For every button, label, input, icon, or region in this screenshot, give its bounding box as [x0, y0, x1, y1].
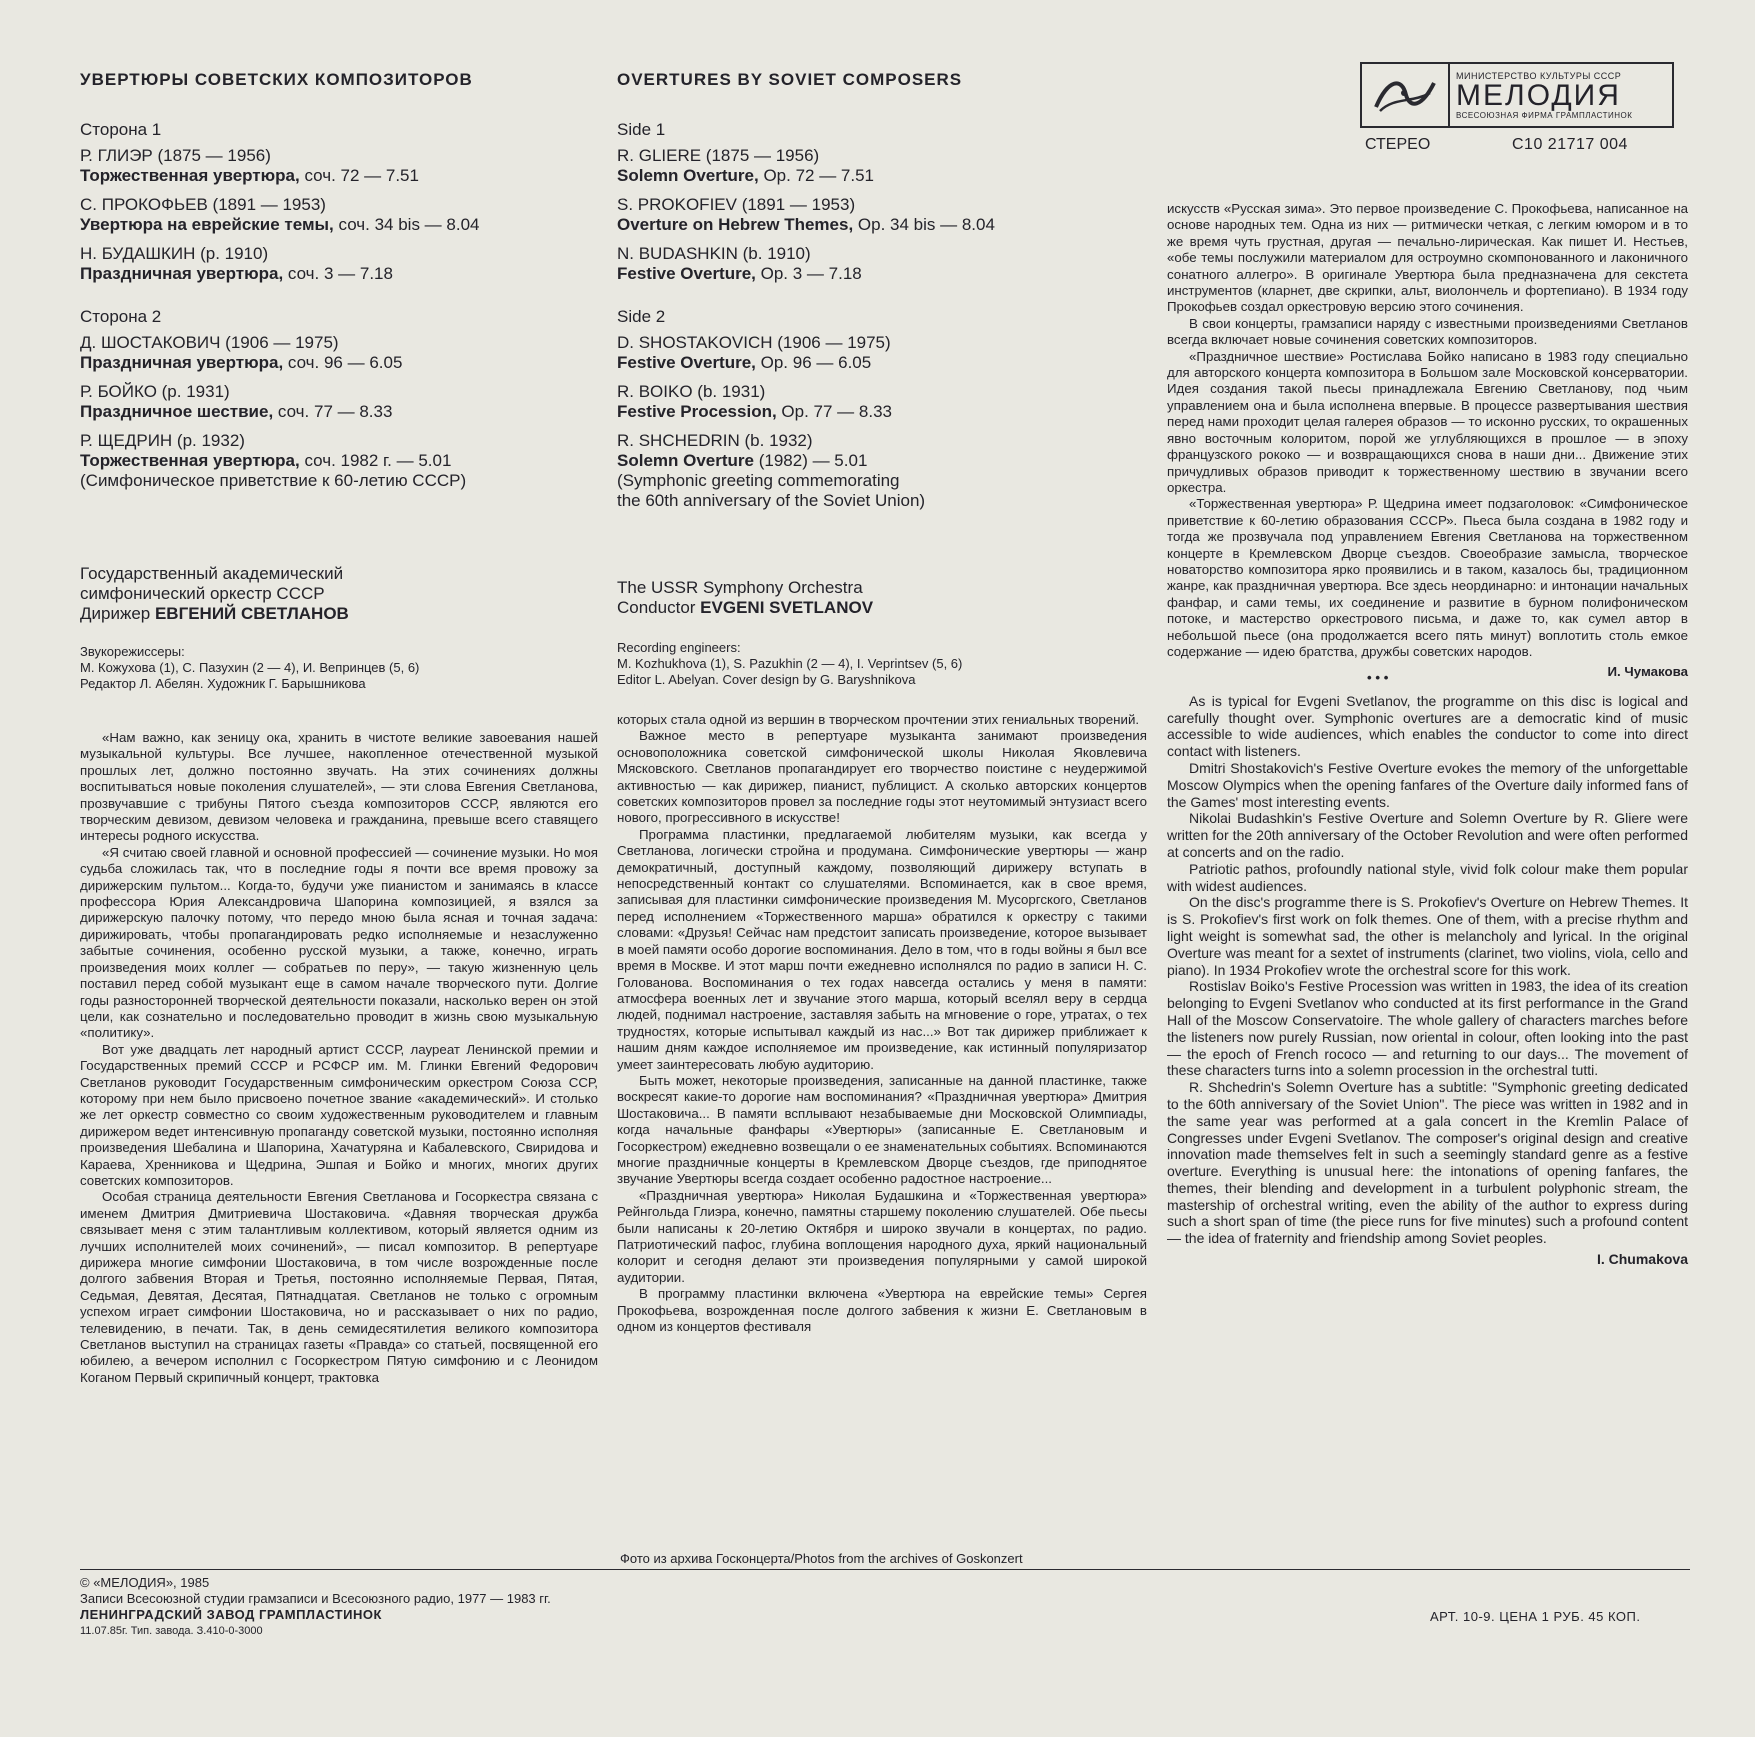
- track-work: [617, 215, 1137, 235]
- conductor-name: ЕВГЕНИЙ СВЕТЛАНОВ: [154, 604, 349, 623]
- program-russian: [80, 120, 600, 491]
- logo-brand: МЕЛОДИЯ: [1456, 78, 1621, 112]
- side-1-heading: Side 1: [617, 120, 666, 139]
- track-info: Op. 3 — 7.18: [755, 264, 862, 283]
- track-composer: Н. БУДАШКИН (р. 1910): [80, 244, 269, 263]
- title-english: OVERTURES BY SOVIET COMPOSERS: [617, 70, 963, 89]
- track-composer: Д. ШОСТАКОВИЧ (1906 — 1975): [80, 333, 339, 352]
- side-2-heading: Сторона 2: [80, 307, 162, 326]
- track-composer: R. GLIERE (1875 — 1956): [617, 146, 820, 165]
- track-work: [617, 402, 1137, 422]
- conductor: [80, 604, 349, 624]
- essay-paragraph: Быть может, некоторые произведения, записанные на данной пластинке, также воскресят какие-то дорогие нам воспоминания? «Праздничная увертюра» Дмитрия Шостаковича... В памяти всплывают незабываемые дни Московской Олимпиады, когда начальные фанфары «Увертюры» (записанные Е. Светлановым и Госоркестром) ежедневно возвещали о ее знаменательных событиях. Вспоминаются многие праздничные концерты в Кремлевском Дворце съездов, где приподнятое звучание Увертюры всегда создает особенно радостное настроение...: [617, 1072, 1147, 1187]
- side-1-heading: Сторона 1: [80, 120, 162, 139]
- track-composer: D. SHOSTAKOVICH (1906 — 1975): [617, 333, 891, 352]
- engineers-label: Recording engineers:: [617, 640, 741, 655]
- credits-russian: [80, 644, 419, 692]
- essay-column-1: [80, 730, 598, 1386]
- track-title: Праздничная увертюра,: [80, 264, 284, 283]
- copyright: © «МЕЛОДИЯ», 1985: [80, 1575, 210, 1590]
- track-work: [80, 402, 600, 422]
- orchestra-english: [617, 578, 873, 618]
- track-info: соч. 96 — 6.05: [283, 353, 403, 372]
- essay-paragraph: которых стала одной из вершин в творческом прочтении этих гениальных творений.: [617, 712, 1140, 727]
- catalog-number: С10 21717 004: [1512, 136, 1628, 153]
- conductor: [617, 598, 873, 618]
- photo-caption: Фото из архива Госконцерта/Photos from the archives of Goskonzert: [620, 1551, 1023, 1566]
- orchestra-line: Государственный академический: [80, 564, 344, 583]
- track-info: (1982) — 5.01: [754, 451, 868, 470]
- conductor-label: Conductor: [617, 598, 701, 617]
- track-composer: Р. БОЙКО (р. 1931): [80, 382, 230, 401]
- melodiya-emblem-icon: [1362, 64, 1450, 126]
- essay-paragraph: «Нам важно, как зеницу ока, хранить в чистоте великие завоевания нашей музыкальной культуры. Все лучшее, накопленное отечественной музыкой прошлых лет, должно постоянно звучать. На этих сочинениях должны воспитываться новые поколения слушателей», — эти слова Евгения Светланова, прозвучавшие с трибуны Пятого съезда композиторов СССР, являются его творческим девизом, девизом человека и гражданина, превыше всего ставящего интересы родного искусства.: [80, 730, 598, 844]
- essay-paragraph: В программу пластинки включена «Увертюра на еврейские темы» Сергея Прокофьева, возрожденная после долгого забвения к жизни Е. Светлановым в одном из концертов фестиваля: [617, 1286, 1147, 1335]
- editor-line: Editor L. Abelyan. Cover design by G. Baryshnikova: [617, 672, 916, 687]
- print-info: 11.07.85г. Тип. завода. З.410-0-3000: [80, 1625, 263, 1637]
- track-title: Праздничная увертюра,: [80, 353, 284, 372]
- track-composer: С. ПРОКОФЬЕВ (1891 — 1953): [80, 195, 326, 214]
- orchestra-russian: [80, 564, 349, 624]
- track-info: соч. 77 — 8.33: [273, 402, 393, 421]
- track-title: Overture on Hebrew Themes,: [617, 215, 854, 234]
- track-work: [80, 264, 600, 284]
- logo-firm: ВСЕСОЮЗНАЯ ФИРМА ГРАМПЛАСТИНОК: [1456, 110, 1633, 120]
- essay-paragraph: Dmitri Shostakovich's Festive Overture evokes the memory of the unforgettable Moscow Olympics when the opening fanfares of the Overture daily informed fans of the Games' most interesting events.: [1167, 759, 1688, 810]
- author-signature-en: I. Chumakova: [1596, 1251, 1688, 1268]
- track-title: Торжественная увертюра,: [80, 166, 300, 185]
- track-title: Праздничное шествие,: [80, 402, 274, 421]
- track-composer: Р. ЩЕДРИН (р. 1932): [80, 431, 245, 450]
- side-2-heading: Side 2: [617, 307, 666, 326]
- editor-line: Редактор Л. Абелян. Художник Г. Барышникова: [80, 676, 366, 691]
- track-composer: Р. ГЛИЭР (1875 — 1956): [80, 146, 271, 165]
- credits-english: [617, 640, 962, 688]
- engineers-names: М. Кожухова (1), С. Пазухин (2 — 4), И. Вепринцев (5, 6): [80, 660, 420, 675]
- track-work: [80, 166, 600, 186]
- track-info: соч. 1982 г. — 5.01: [299, 451, 452, 470]
- price-info: АРТ. 10-9. ЦЕНА 1 РУБ. 45 КОП.: [1430, 1609, 1641, 1624]
- plant-name: ЛЕНИНГРАДСКИЙ ЗАВОД ГРАМПЛАСТИНОК: [80, 1607, 382, 1622]
- track-work: [617, 264, 1137, 284]
- track-title: Festive Procession,: [617, 402, 777, 421]
- essay-paragraph: Вот уже двадцать лет народный артист СССР, лауреат Ленинской премии и Государственных премий СССР и РСФСР им. М. Глинки Евгений Федорович Светланов руководит Государственным симфоническим оркестром Союза ССР, которому при нем было присвоено почетное звание «академический». И столько же лет оркестр совместно со своим художественным руководителем и главным дирижером ведет интенсивную пропаганду советской музыки, постоянно исполняя произведения Шебалина и Шапорина, Хачатуряна и Кабалевского, Свиридова и Караева, Хренникова и Щедрина, Эшпая и Бойко и многих, многих других советских композиторов.: [80, 1041, 598, 1188]
- track-info: соч. 34 bis — 8.04: [333, 215, 480, 234]
- track-note: the 60th anniversary of the Soviet Union): [617, 491, 926, 510]
- track-title: Увертюра на еврейские темы,: [80, 215, 334, 234]
- essay-paragraph: искусств «Русская зима». Это первое произведение С. Прокофьева, написанное на основе народных тем. Одна из них — ритмически четкая, с легким юмором и в то же время чуть грустная, другая — печально-лирическая. Как пишет И. Нестьев, «обе темы послужили материалом для остроумно скомпонованного и лаконичного сонатного аллегро». В оригинале Увертюра была предназначена для секстета инструментов (кларнет, две скрипки, альт, виолончель и фортепиано). В 1934 году Прокофьев создал оркестровую версию этого сочинения.: [1167, 201, 1688, 315]
- essay-paragraph: В свои концерты, грамзаписи наряду с известными произведениями Светланов всегда включает новые сочинения советских композиторов.: [1167, 315, 1688, 348]
- section-separator: • • •: [1367, 670, 1389, 686]
- orchestra-line: симфонический оркестр СССР: [80, 584, 325, 603]
- track-composer: N. BUDASHKIN (b. 1910): [617, 244, 811, 263]
- essay-paragraph: R. Shchedrin's Solemn Overture has a subtitle: "Symphonic greeting dedicated to the 60th anniversary of the Soviet Union". The piece was written in 1982 and in the same year was performed at a gala concert in the Kremlin Palace of Congresses under Evgeni Svetlanov. The composer's original design and creative innovation made themselves felt in such a seemingly standard genre as a festive overture. Everything is unusual here: the intonations of opening fanfares, the themes, their blending and development in a turbulent polyphonic stream, the mastership of orchestral writing, even the ability of the author to express during such a short span of time (the piece runs for five minutes) such a profound content — the idea of fraternity and friendship among Soviet peoples.: [1167, 1079, 1688, 1247]
- essay-paragraph: On the disc's programme there is S. Prokofiev's Overture on Hebrew Themes. It is S. Prokofiev's first work on folk themes. One of them, with a precise rhythm and light weight is somewhat sad, the other is melancholy and lyrical. In the original Overture was meant for a sextet of instruments (clarinet, two violins, viola, cello and piano). In 1934 Prokofiev wrote the orchestral score for this work.: [1167, 894, 1688, 978]
- track-work: [80, 353, 600, 373]
- title-russian: УВЕРТЮРЫ СОВЕТСКИХ КОМПОЗИТОРОВ: [80, 70, 473, 89]
- stereo-label: СТЕРЕО: [1365, 136, 1431, 153]
- track-title: Торжественная увертюра,: [80, 451, 300, 470]
- author-signature-ru: [1167, 664, 1688, 686]
- logo-text-block: [1450, 64, 1672, 126]
- essay-paragraph: As is typical for Evgeni Svetlanov, the programme on this disc is logical and carefully thought over. Symphonic overtures are a democratic kind of music accessible to wide audiences, which enables the conductor to come into direct contact with listeners.: [1167, 692, 1688, 760]
- essay-paragraph: «Я считаю своей главной и основной профессией — сочинение музыки. Но моя судьба сложилась так, что в последние годы я почти все время провожу за дирижерским пультом... Когда-то, будучи уже пианистом и занимаясь в классе профессора Юрия Александровича Шапорина композицией, я взялся за дирижерскую палочку потому, что передо мною была ясная и точная задача: дирижировать, чтобы пропагандировать редко исполняемые и незаслуженно забытые сочинения, особенно русской музыки, а также, конечно, играть произведения моих коллег — собратьев по перу», — такую жизненную цель поставил перед собой музыкант еще в самом начале творческого пути. Долгие годы разносторонней творческой деятельности показали, насколько верен он этой цели, как сознательно и последовательно проводит в жизнь свою музыкальную «политику».: [80, 844, 598, 1041]
- essay-paragraph: Особая страница деятельности Евгения Светланова и Госоркестра связана с именем Дмитрия Дмитриевича Шостаковича. «Давняя творческая дружба связывает меня с этим талантливым коллективом, который является одним из лучших исполнителей моих сочинений», — писал композитор. В репертуаре дирижера многие симфонии Шостаковича, в том числе возрожденные после долгого забвения Вторая и Третья, постоянно исполняемые Первая, Пятая, Седьмая, Девятая, Десятая, Пятнадцатая. Светланов не только с огромным успехом играет симфонии Шостаковича, но и рассказывает о них по радио, телевидению, в печати. Так, в день семидесятилетия великого композитора Светланов выступил на страницах газеты «Правда» со статьей, посвященной его юбилею, а вечером исполнил с Госоркестром Пятую симфонию и с Леонидом Коганом Первый скрипичный концерт, трактовка: [80, 1189, 598, 1385]
- essay-paragraph: «Праздничное шествие» Ростислава Бойко написано в 1983 году специально для авторского концерта композитора в Большом зале Московской консерватории. Идея создания такой пьесы принадлежала Евгению Светланову, под чьим управлением она и была исполнена впервые. В процессе развертывания шествия перед нами проходит целая галерея образов — то исконно русских, то окрашенных явно восточным колоритом, порой же углубляющихся в прошлое — в эпоху французского рококо — и возвращающихся снова в наши дни... Движение этих причудливых образов приводит к торжественному шествию в звучании всего оркестра.: [1167, 348, 1688, 495]
- track-info: соч. 72 — 7.51: [299, 166, 419, 185]
- essay-column-3: [1167, 201, 1688, 1268]
- track-title: Solemn Overture: [617, 451, 754, 470]
- track-work: [617, 166, 1137, 186]
- engineers-names: M. Kozhukhova (1), S. Pazukhin (2 — 4), I. Veprintsev (5, 6): [617, 656, 963, 671]
- conductor-name: EVGENI SVETLANOV: [700, 598, 874, 617]
- essay-paragraph: Nikolai Budashkin's Festive Overture and Solemn Overture by R. Gliere were written for the 20th anniversary of the October Revolution and were often performed at concerts and on the radio.: [1167, 810, 1688, 860]
- track-work: [617, 353, 1137, 373]
- track-work: [80, 451, 600, 471]
- track-info: соч. 3 — 7.18: [283, 264, 393, 283]
- melodiya-logo: [1360, 62, 1674, 128]
- track-composer: R. SHCHEDRIN (b. 1932): [617, 431, 813, 450]
- essay-paragraph: Rostislav Boiko's Festive Procession was written in 1983, the idea of its creation belonging to Evgeni Svetlanov who conducted at its first performance in the Grand Hall of the Moscow Conservatoire. The whole gallery of characters marches before the listeners now purely Russian, now oriental in colour, often looking into the past — the epoch of French rococo — and returning to our days... The movement of these characters turns into a solemn procession in the orchestral tutti.: [1167, 978, 1688, 1079]
- essay-column-2: [617, 712, 1147, 1335]
- logo-ministry: МИНИСТЕРСТВО КУЛЬТУРЫ СССР: [1456, 70, 1622, 81]
- track-composer: R. BOIKO (b. 1931): [617, 382, 766, 401]
- footer-divider: [80, 1569, 1690, 1570]
- essay-paragraph: Patriotic pathos, profoundly national style, vivid folk colour make them popular with widest audiences.: [1167, 860, 1688, 894]
- program-english: [617, 120, 1137, 511]
- essay-paragraph: Программа пластинки, предлагаемой любителям музыки, как всегда у Светланова, логически стройна и продумана. Симфонические увертюры — жанр демократичный, доступный каждому, позволяющий дирижеру вступать в непосредственный контакт со слушателями. Вспоминается, как в свое время, записывая для пластинки симфонические произведения М. Мусоргского, Светланов перед исполнением «Торжественного марша» обратился к оркестру с такими словами: «Друзья! Сейчас нам предстоит записать произведение, которое вызывает в моей памяти особо дорогие воспоминания. Дело в том, что в годы войны я был все время в Москве. И этот марш почти ежедневно исполнялся по радио в записи Н. С. Голованова. Воспоминания о тех годах навсегда остались у меня в памяти: атмосфера военных лет и звучание этого марша, который вселял веру в сердца людей, поднимал настроение, заставляя забыть на мгновение о горе, утратах, о тех трудностях, которые испытывал каждый из нас...» Вот так дирижер приближает к нашим дням каждое исполняемое им произведение, как истинный популяризатор умеет заинтересовать любую аудиторию.: [617, 826, 1147, 1072]
- essay-paragraph: «Торжественная увертюра» Р. Щедрина имеет подзаголовок: «Симфоническое приветствие к 60-летию образования СССР». Пьеса была создана в 1982 году и тогда же прозвучала под управлением Евгения Светланова на торжественном концерте в Кремлевском Дворце съездов. Своеобразие замысла, творческое новаторство композитора ярко проявились и в таком, казалось бы, традиционном жанре, как праздничная увертюра. Все здесь неординарно: и интонации начальных фанфар, и сами темы, их соединение и развитие в бурном полифоническом потоке, и мастерство оркестрового письма, и даже то, как сумел автор в небольшой пьесе (она продолжается всего пять минут) воплотить столь емкое содержание — идею братства, дружбы советских народов.: [1167, 496, 1688, 659]
- recordings-info: Записи Всесоюзной студии грамзаписи и Всесоюзного радио, 1977 — 1983 гг.: [80, 1591, 551, 1606]
- track-title: Festive Overture,: [617, 353, 756, 372]
- track-info: Op. 72 — 7.51: [758, 166, 875, 185]
- conductor-label: Дирижер: [80, 604, 155, 623]
- track-work: [617, 451, 1137, 471]
- engineers-label: Звукорежиссеры:: [80, 644, 185, 659]
- track-title: Festive Overture,: [617, 264, 756, 283]
- track-info: Op. 77 — 8.33: [776, 402, 892, 421]
- track-info: Op. 96 — 6.05: [755, 353, 872, 372]
- essay-paragraph: «Праздничная увертюра» Николая Будашкина и «Торжественная увертюра» Рейнгольда Глиэра, конечно, памятны старшему поколению слушателей. Обе пьесы были написаны к 20-летию Октября и широко звучали в концертах, по радио. Патриотический пафос, глубина воплощения народного духа, яркий национальный колорит и сегодня делают эти произведения популярными у самой широкой аудитории.: [617, 1187, 1147, 1285]
- track-info: Op. 34 bis — 8.04: [853, 215, 995, 234]
- essay-paragraph: Важное место в репертуаре музыканта занимают произведения основоположника советской симфонической школы Николая Яковлевича Мясковского. Светланов пропагандирует его творчество поистине с неудержимой активностью — как дирижер, пианист, публицист. А сколько авторских концертов советских композиторов провел за последние годы этот неутомимый энтузиаст всего нового, прогрессивного в искусстве!: [617, 728, 1147, 826]
- english-notes: [1167, 693, 1688, 1268]
- track-note: (Симфоническое приветствие к 60-летию СССР): [80, 471, 467, 490]
- signature-name: И. Чумакова: [1607, 664, 1688, 680]
- track-title: Solemn Overture,: [617, 166, 759, 185]
- track-note: (Symphonic greeting commemorating: [617, 471, 900, 490]
- track-work: [80, 215, 600, 235]
- track-composer: S. PROKOFIEV (1891 — 1953): [617, 195, 856, 214]
- footer-credits: [80, 1575, 551, 1639]
- orchestra-line: The USSR Symphony Orchestra: [617, 578, 863, 597]
